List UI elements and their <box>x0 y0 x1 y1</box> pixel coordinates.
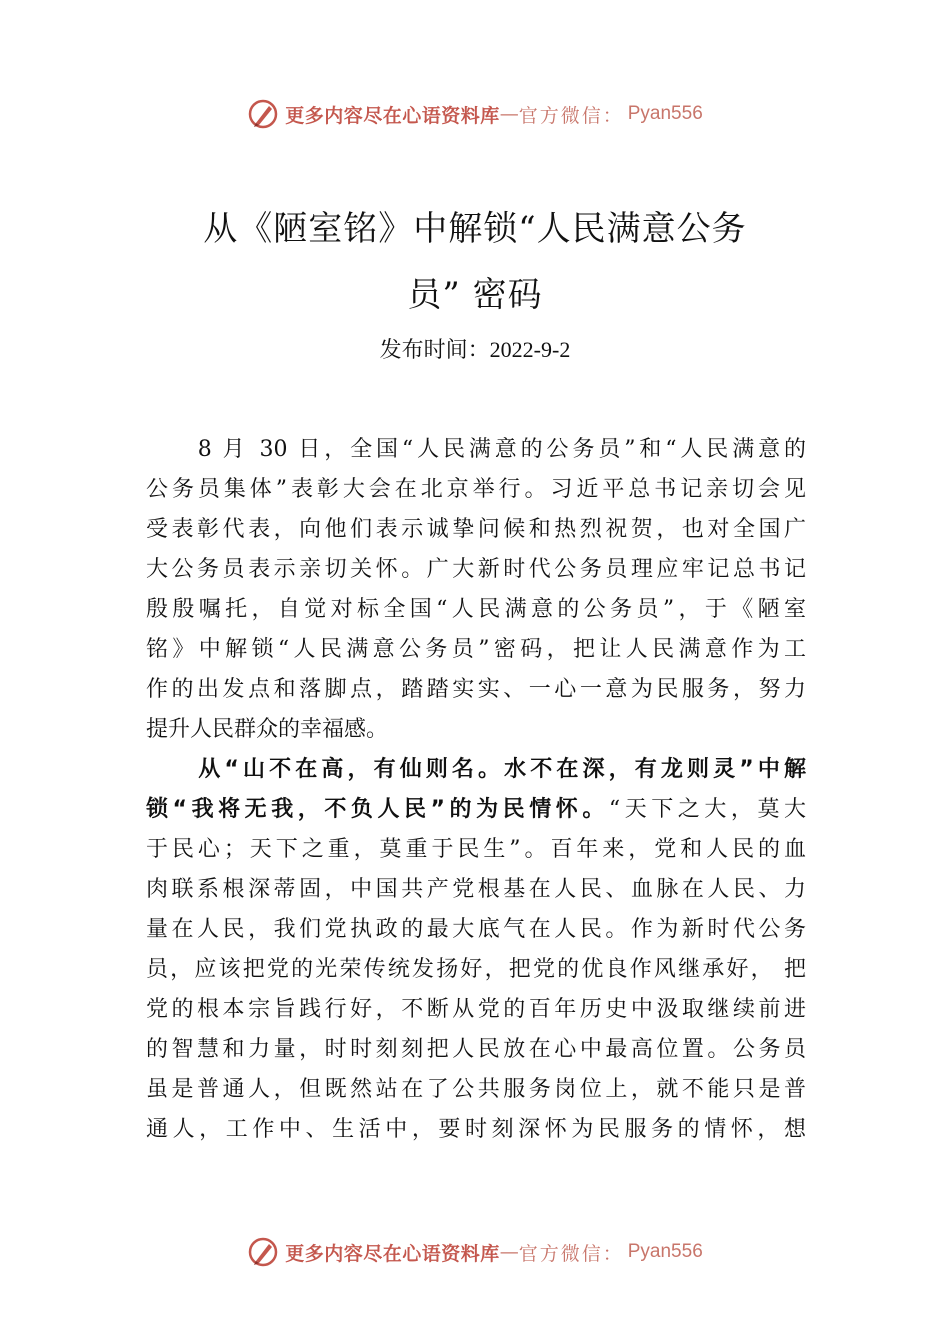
paragraph-1-line: 作的出发点和落脚点，踏踏实实、一心一意为民服务，努力 <box>146 677 806 702</box>
header-watermark <box>0 94 950 134</box>
paragraph-2-line <box>146 750 806 790</box>
watermark-wechat-label: 官方微信： <box>518 1242 624 1265</box>
watermark-brand: 更多内容尽在心语资料库 <box>285 104 500 127</box>
paragraph-2-text: “天下之大，莫大 <box>608 797 806 822</box>
paragraph-2-line: 党的根本宗旨践行好，不断从党的百年历史中汲取继续前进 <box>146 997 806 1022</box>
watermark-account: Pyan556 <box>627 1241 703 1262</box>
paragraph-1-line: 8 月 30 日，全国“人民满意的公务员”和“人民满意的 <box>146 437 806 462</box>
paragraph-2-line: 通人，工作中、生活中，要时刻深怀为民服务的情怀，想 <box>146 1117 806 1142</box>
watermark-dash: — <box>499 103 519 125</box>
pen-logo-icon <box>247 1236 279 1268</box>
paragraph-1-line: 殷殷嘱托，自觉对标全国“人民满意的公务员”，于《陋室 <box>146 597 806 622</box>
paragraph-1-line: 公务员集体”表彰大会在北京举行。习近平总书记亲切会见 <box>146 477 806 502</box>
paragraph-2-line: 员，应该把党的光荣传统发扬好，把党的优良作风继承好， 把 <box>146 957 806 982</box>
paragraph-2-heading-part-1: 从“山不在高，有仙则名。水不在深，有龙则灵”中解 <box>146 757 806 782</box>
paragraph-2-line: 肉联系根深蒂固，中国共产党根基在人民、血脉在人民、力 <box>146 877 806 902</box>
watermark-wechat-label: 官方微信： <box>518 104 624 127</box>
paragraph-2-line <box>146 790 806 830</box>
paragraph-1-line: 受表彰代表，向他们表示诚挚问候和热烈祝贺，也对全国广 <box>146 517 806 542</box>
watermark-dash: — <box>499 1241 519 1263</box>
footer-watermark <box>0 1232 950 1272</box>
paragraph-1-line: 大公务员表示亲切关怀。广大新时代公务员理应牢记总书记 <box>146 557 806 582</box>
publish-date <box>0 333 950 368</box>
paragraph-1-line: 提升人民群众的幸福感。 <box>146 717 389 742</box>
paragraph-2-line: 虽是普通人，但既然站在了公共服务岗位上，就不能只是普 <box>146 1077 806 1102</box>
article-title-line-2: 员” 密码 <box>407 275 543 315</box>
watermark-account: Pyan556 <box>627 103 703 124</box>
publish-date-label: 发布时间： <box>379 338 490 363</box>
paragraph-2-heading-part-2: 锁“我将无我，不负人民”的为民情怀。 <box>146 797 609 822</box>
pen-logo-icon <box>247 98 279 130</box>
watermark-brand: 更多内容尽在心语资料库 <box>285 1242 500 1265</box>
paragraph-1-line: 铭》中解锁“人民满意公务员”密码，把让人民满意作为工 <box>146 637 806 662</box>
paragraph-2-line: 量在人民，我们党执政的最大底气在人民。作为新时代公务 <box>146 917 806 942</box>
publish-date-value: 2022-9-2 <box>489 337 571 362</box>
paragraph-2-line: 的智慧和力量，时时刻刻把人民放在心中最高位置。公务员 <box>146 1037 806 1062</box>
paragraph-2-line: 于民心；天下之重，莫重于民生”。百年来，党和人民的血 <box>146 837 806 862</box>
article-title-line-1: 从《陋室铭》中解锁“人民满意公务 <box>203 209 747 249</box>
